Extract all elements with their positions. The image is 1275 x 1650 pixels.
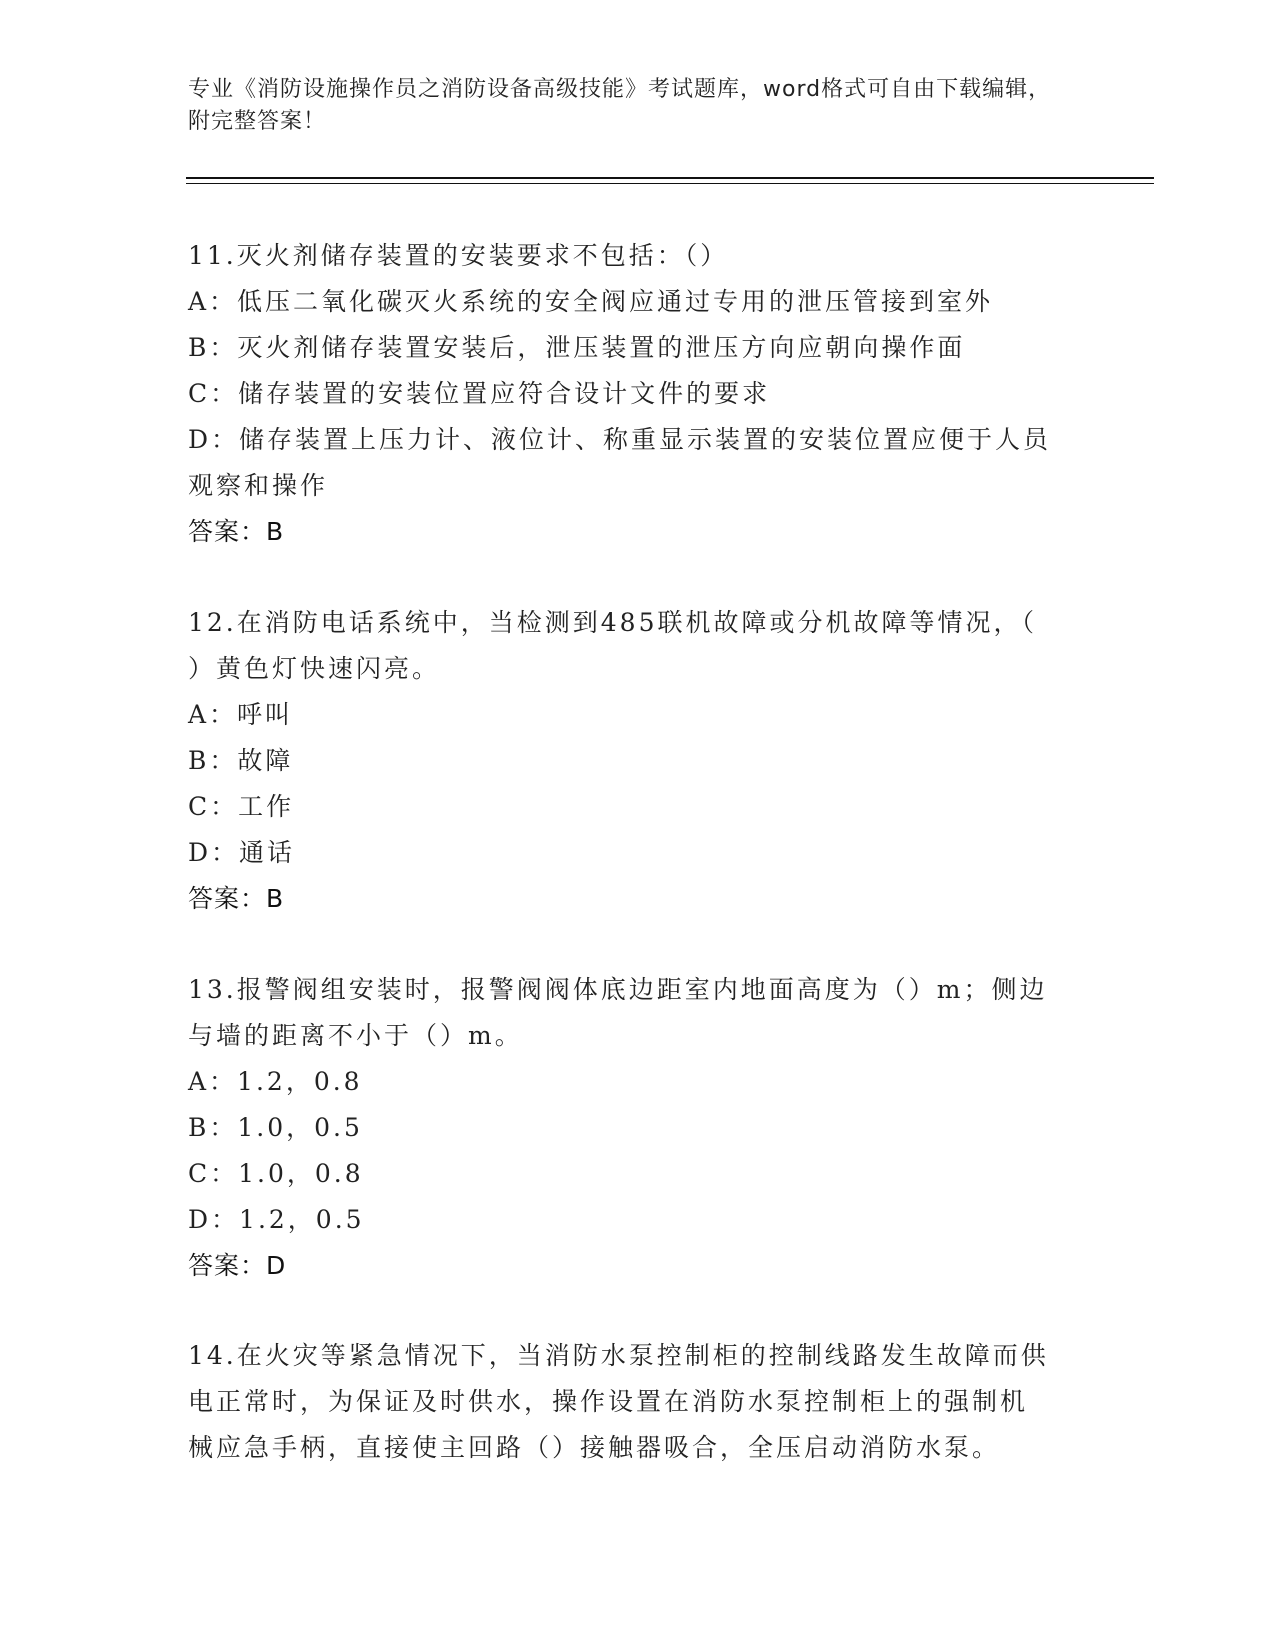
header-divider-thin — [186, 183, 1154, 184]
question-14 — [188, 1333, 1088, 1471]
answer-label: 答案：B — [188, 884, 285, 913]
question-stem-line: 12.在消防电话系统中，当检测到485联机故障或分机故障等情况，（ — [188, 608, 1037, 637]
question-stem-line: ）黄色灯快速闪亮。 — [188, 654, 441, 683]
option-b: B：1.0，0.5 — [188, 1113, 363, 1142]
option-c: C：1.0，0.8 — [188, 1159, 364, 1188]
answer-label: 答案：B — [188, 517, 285, 546]
option-b: B：故障 — [188, 746, 294, 775]
option-a: A：1.2，0.8 — [188, 1067, 363, 1096]
option-c: C：储存装置的安装位置应符合设计文件的要求 — [188, 379, 771, 408]
question-stem-line: 13.报警阀组安装时，报警阀阀体底边距室内地面高度为（）m；侧边 — [188, 975, 1048, 1004]
question-stem-line: 电正常时，为保证及时供水，操作设置在消防水泵控制柜上的强制机 — [188, 1387, 1029, 1416]
question-stem-line: 11.灭火剂储存装置的安装要求不包括：（） — [188, 241, 729, 270]
question-12 — [188, 600, 1088, 922]
answer-label: 答案：D — [188, 1251, 287, 1280]
question-stem-line: 与墙的距离不小于（）m。 — [188, 1021, 523, 1050]
option-a: A：呼叫 — [188, 700, 294, 729]
question-11 — [188, 233, 1088, 555]
option-d: D：通话 — [188, 838, 296, 867]
option-b: B：灭火剂储存装置安装后，泄压装置的泄压方向应朝向操作面 — [188, 333, 966, 362]
option-d: D：1.2，0.5 — [188, 1205, 365, 1234]
question-stem-line: 械应急手柄，直接使主回路（）接触器吸合，全压启动消防水泵。 — [188, 1433, 1001, 1462]
option-a: A：低压二氧化碳灭火系统的安全阀应通过专用的泄压管接到室外 — [188, 287, 994, 316]
document-header: 专业《消防设施操作员之消防设备高级技能》考试题库，word格式可自由下载编辑，附完整答案！ — [188, 77, 1052, 134]
question-13 — [188, 967, 1088, 1289]
option-d: D：储存装置上压力计、液位计、称重显示装置的安装位置应便于人员 — [188, 425, 1052, 454]
header-divider-thick — [186, 177, 1154, 179]
option-d-continued: 观察和操作 — [188, 471, 329, 500]
option-c: C：工作 — [188, 792, 295, 821]
question-stem-line: 14.在火灾等紧急情况下，当消防水泵控制柜的控制线路发生故障而供 — [188, 1341, 1049, 1370]
